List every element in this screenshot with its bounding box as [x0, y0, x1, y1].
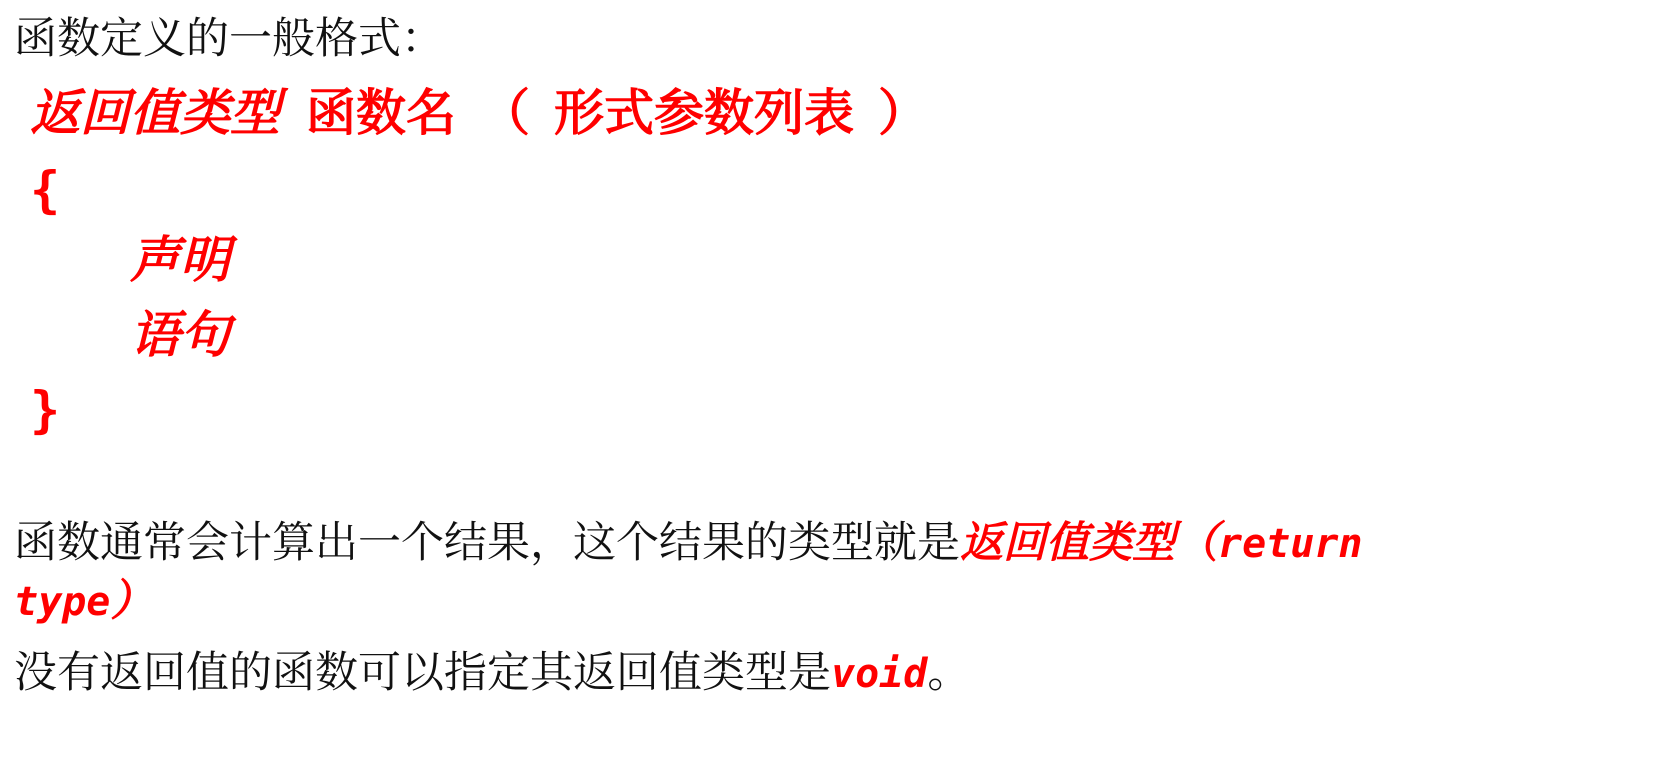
paragraph1-term-part2: type [14, 579, 111, 625]
paragraph1-term-part1: return [1218, 521, 1363, 567]
syntax-function-name: 函数名 [306, 84, 456, 142]
paragraph1-paren-open: （ [1175, 518, 1218, 568]
syntax-open-paren: （ [480, 84, 530, 142]
paragraph2-text: 没有返回值的函数可以指定其返回值类型是 [14, 648, 831, 698]
paragraph1-highlight: 返回值类型 [960, 518, 1175, 568]
syntax-close-paren: ） [878, 84, 928, 142]
body-declarations: 声明 [130, 231, 230, 289]
heading: 函数定义的一般格式： [14, 14, 444, 64]
syntax-param-list: 形式参数列表 [554, 84, 854, 142]
paragraph-void [14, 648, 971, 698]
paragraph-return-type-cont [14, 576, 154, 626]
paragraph1-text: 函数通常会计算出一个结果，这个结果的类型就是 [14, 518, 960, 568]
function-syntax [30, 84, 952, 142]
open-brace: { [30, 161, 61, 219]
body-statements: 语句 [130, 306, 230, 364]
paragraph2-end: 。 [927, 648, 971, 698]
paragraph2-keyword: void [831, 651, 928, 697]
paragraph1-paren-close: ） [110, 576, 154, 626]
syntax-return-type: 返回值类型 [30, 84, 280, 142]
paragraph-return-type [14, 518, 1363, 568]
close-brace: } [30, 381, 61, 439]
